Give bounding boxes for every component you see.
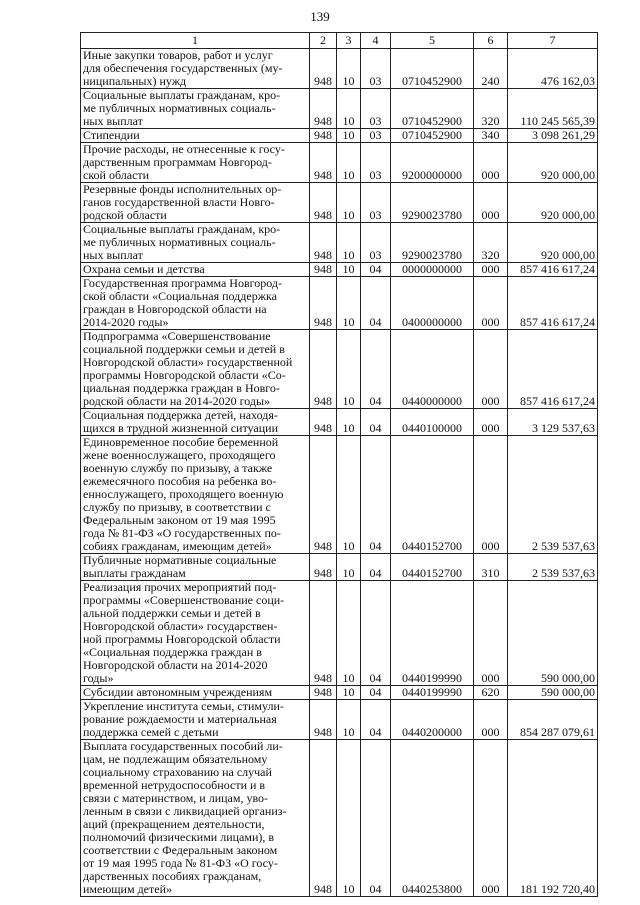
row-name: Субсидии автономным учреждениям xyxy=(81,686,310,700)
table-body xyxy=(81,49,598,897)
target-article-code: 0440199990 xyxy=(391,581,474,686)
row-name: Стипендии xyxy=(81,129,310,143)
expense-kind-code: 340 xyxy=(474,129,508,143)
sum-amount: 854 287 079,61 xyxy=(508,700,598,740)
table-row xyxy=(81,554,598,581)
ministry-code: 948 xyxy=(310,277,337,330)
ministry-code: 948 xyxy=(310,183,337,223)
expense-kind-code: 000 xyxy=(474,330,508,409)
row-name: Иные закупки товаров, работ и услуг для обеспечения государственных (му- ниципальных) нужд xyxy=(81,49,310,89)
budget-table xyxy=(80,32,598,897)
sum-amount: 920 000,00 xyxy=(508,143,598,183)
target-article-code: 0440253800 xyxy=(391,740,474,897)
ministry-code: 948 xyxy=(310,330,337,409)
subsection-code: 03 xyxy=(361,143,391,183)
table-row xyxy=(81,263,598,277)
page-number: 139 xyxy=(310,9,330,24)
sum-amount: 3 098 261,29 xyxy=(508,129,598,143)
table-row xyxy=(81,143,598,183)
subsection-code: 04 xyxy=(361,263,391,277)
sum-amount: 590 000,00 xyxy=(508,581,598,686)
section-code: 10 xyxy=(337,129,361,143)
target-article-code: 0440152700 xyxy=(391,554,474,581)
subsection-code: 04 xyxy=(361,581,391,686)
ministry-code: 948 xyxy=(310,581,337,686)
sum-amount: 590 000,00 xyxy=(508,686,598,700)
section-code: 10 xyxy=(337,740,361,897)
section-code: 10 xyxy=(337,183,361,223)
sum-amount: 920 000,00 xyxy=(508,183,598,223)
ministry-code: 948 xyxy=(310,700,337,740)
ministry-code: 948 xyxy=(310,409,337,436)
row-name: Социальная поддержка детей, находя- щихся в трудной жизненной ситуации xyxy=(81,409,310,436)
table-row xyxy=(81,49,598,89)
expense-kind-code: 000 xyxy=(474,183,508,223)
target-article-code: 0440152700 xyxy=(391,436,474,554)
header-row xyxy=(81,33,598,49)
expense-kind-code: 000 xyxy=(474,740,508,897)
table-row xyxy=(81,183,598,223)
expense-kind-code: 000 xyxy=(474,436,508,554)
ministry-code: 948 xyxy=(310,740,337,897)
subsection-code: 03 xyxy=(361,223,391,263)
sum-amount: 2 539 537,63 xyxy=(508,554,598,581)
ministry-code: 948 xyxy=(310,89,337,129)
sum-amount: 857 416 617,24 xyxy=(508,263,598,277)
ministry-code: 948 xyxy=(310,263,337,277)
expense-kind-code: 000 xyxy=(474,143,508,183)
header-cell-5: 5 xyxy=(391,33,474,49)
expense-kind-code: 320 xyxy=(474,223,508,263)
target-article-code: 9200000000 xyxy=(391,143,474,183)
header-cell-2: 2 xyxy=(310,33,337,49)
subsection-code: 04 xyxy=(361,409,391,436)
row-name: Социальные выплаты гражданам, кро- ме публичных нормативных социаль- ных выплат xyxy=(81,89,310,129)
sum-amount: 857 416 617,24 xyxy=(508,330,598,409)
header-cell-4: 4 xyxy=(361,33,391,49)
target-article-code: 0710452900 xyxy=(391,49,474,89)
table-row xyxy=(81,581,598,686)
subsection-code: 04 xyxy=(361,554,391,581)
table-row xyxy=(81,330,598,409)
header-cell-3: 3 xyxy=(337,33,361,49)
subsection-code: 04 xyxy=(361,330,391,409)
expense-kind-code: 000 xyxy=(474,700,508,740)
table-row xyxy=(81,223,598,263)
row-name: Прочие расходы, не отнесенные к госу- дарственным программам Новгород- ской области xyxy=(81,143,310,183)
table-row xyxy=(81,277,598,330)
ministry-code: 948 xyxy=(310,143,337,183)
section-code: 10 xyxy=(337,49,361,89)
table-row xyxy=(81,436,598,554)
ministry-code: 948 xyxy=(310,686,337,700)
header-cell-6: 6 xyxy=(474,33,508,49)
expense-kind-code: 000 xyxy=(474,581,508,686)
sum-amount: 920 000,00 xyxy=(508,223,598,263)
sum-amount: 857 416 617,24 xyxy=(508,277,598,330)
target-article-code: 9290023780 xyxy=(391,223,474,263)
ministry-code: 948 xyxy=(310,554,337,581)
table-row xyxy=(81,129,598,143)
subsection-code: 03 xyxy=(361,183,391,223)
section-code: 10 xyxy=(337,686,361,700)
target-article-code: 0710452900 xyxy=(391,89,474,129)
target-article-code: 9290023780 xyxy=(391,183,474,223)
table-row xyxy=(81,409,598,436)
expense-kind-code: 000 xyxy=(474,277,508,330)
section-code: 10 xyxy=(337,554,361,581)
target-article-code: 0440200000 xyxy=(391,700,474,740)
row-name: Публичные нормативные социальные выплаты гражданам xyxy=(81,554,310,581)
row-name: Государственная программа Новгород- ской области «Социальная поддержка граждан в Новгородской области на 2014-2020 годы» xyxy=(81,277,310,330)
sum-amount: 3 129 537,63 xyxy=(508,409,598,436)
section-code: 10 xyxy=(337,143,361,183)
target-article-code: 0000000000 xyxy=(391,263,474,277)
subsection-code: 04 xyxy=(361,436,391,554)
expense-kind-code: 320 xyxy=(474,89,508,129)
expense-kind-code: 310 xyxy=(474,554,508,581)
target-article-code: 0710452900 xyxy=(391,129,474,143)
row-name: Единовременное пособие беременной жене военнослужащего, проходящего военную службу по призыву, а также ежемесячного пособия на ребенка во- еннослужащего, проходящего военную службу по призыву, в соответствии с Федеральным законом от 19 мая 1995 года № 81-ФЗ «О государственных по- собиях гражданам, имеющим детей» xyxy=(81,436,310,554)
row-name: Социальные выплаты гражданам, кро- ме публичных нормативных социаль- ных выплат xyxy=(81,223,310,263)
section-code: 10 xyxy=(337,581,361,686)
expense-kind-code: 000 xyxy=(474,409,508,436)
subsection-code: 04 xyxy=(361,700,391,740)
ministry-code: 948 xyxy=(310,223,337,263)
table-row xyxy=(81,686,598,700)
row-name: Подпрограмма «Совершенствование социальной поддержки семьи и детей в Новгородской области» государственной программы Новгородской области «Со- циальная поддержка граждан в Новго- родской области на 2014-2020 годы» xyxy=(81,330,310,409)
section-code: 10 xyxy=(337,409,361,436)
section-code: 10 xyxy=(337,436,361,554)
section-code: 10 xyxy=(337,330,361,409)
row-name: Реализация прочих мероприятий под- программы «Совершенствование соци- альной поддержки семьи и детей в Новгородской области» государствен- ной программы Новгородской области «Социальная поддержка граждан в Новгородской области на 2014-2020 годы» xyxy=(81,581,310,686)
subsection-code: 03 xyxy=(361,129,391,143)
row-name: Укрепление института семьи, стимули- рование рождаемости и материальная поддержка семей с детьми xyxy=(81,700,310,740)
subsection-code: 04 xyxy=(361,277,391,330)
target-article-code: 0400000000 xyxy=(391,277,474,330)
sum-amount: 110 245 565,39 xyxy=(508,89,598,129)
subsection-code: 03 xyxy=(361,89,391,129)
row-name: Выплата государственных пособий ли- цам, не подлежащим обязательному социальному страхованию на случай временной нетрудоспособности и в связи с материнством, и лицам, уво- ленным в связи с ликвидацией организ- аций (прекращением деятельности, полномочий физическими лицами), в соответствии с Федеральным законом от 19 мая 1995 года № 81-ФЗ «О госу- дарственных пособиях гражданам, имеющим детей» xyxy=(81,740,310,897)
section-code: 10 xyxy=(337,263,361,277)
expense-kind-code: 000 xyxy=(474,263,508,277)
ministry-code: 948 xyxy=(310,436,337,554)
target-article-code: 0440000000 xyxy=(391,330,474,409)
section-code: 10 xyxy=(337,700,361,740)
table-row xyxy=(81,89,598,129)
sum-amount: 2 539 537,63 xyxy=(508,436,598,554)
expense-kind-code: 240 xyxy=(474,49,508,89)
sum-amount: 476 162,03 xyxy=(508,49,598,89)
section-code: 10 xyxy=(337,89,361,129)
table-row xyxy=(81,700,598,740)
subsection-code: 03 xyxy=(361,49,391,89)
header-cell-1: 1 xyxy=(81,33,310,49)
section-code: 10 xyxy=(337,277,361,330)
header-cell-7: 7 xyxy=(508,33,598,49)
subsection-code: 04 xyxy=(361,686,391,700)
row-name: Резервные фонды исполнительных ор- ганов государственной власти Новго- родской области xyxy=(81,183,310,223)
sum-amount: 181 192 720,40 xyxy=(508,740,598,897)
target-article-code: 0440100000 xyxy=(391,409,474,436)
row-name: Охрана семьи и детства xyxy=(81,263,310,277)
table-row xyxy=(81,740,598,897)
ministry-code: 948 xyxy=(310,49,337,89)
section-code: 10 xyxy=(337,223,361,263)
subsection-code: 04 xyxy=(361,740,391,897)
ministry-code: 948 xyxy=(310,129,337,143)
expense-kind-code: 620 xyxy=(474,686,508,700)
target-article-code: 0440199990 xyxy=(391,686,474,700)
